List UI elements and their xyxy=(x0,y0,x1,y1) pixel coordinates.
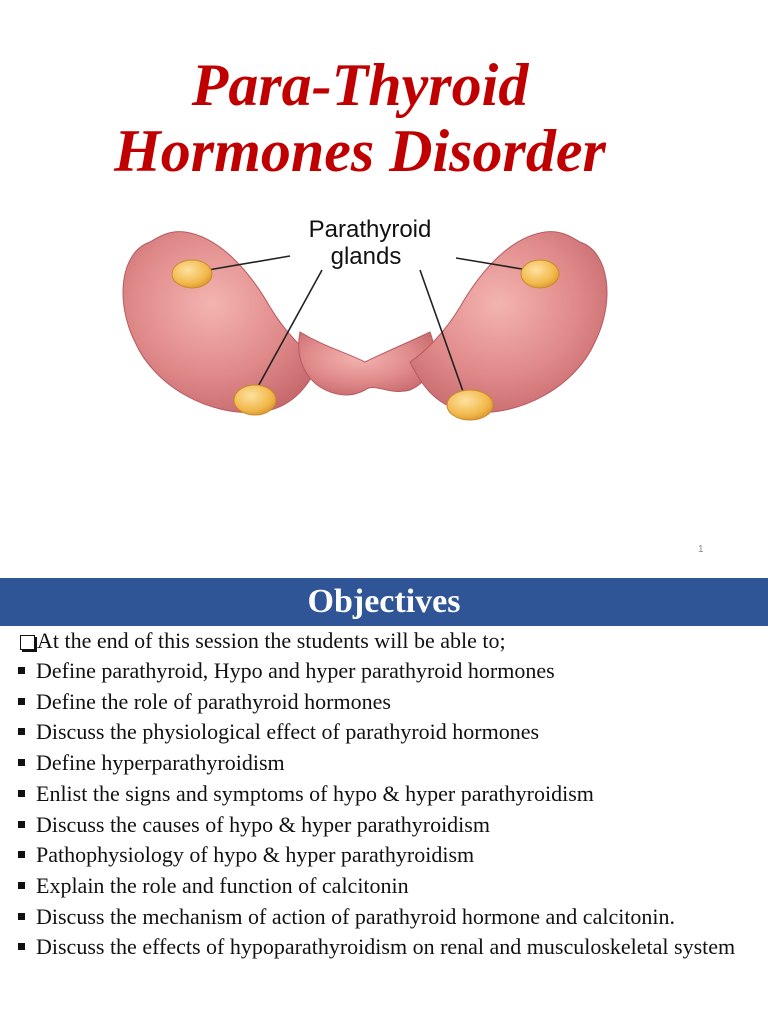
list-item: Define the role of parathyroid hormones xyxy=(18,687,758,718)
thyroid-left-lobe xyxy=(123,232,320,413)
filled-square-bullet-icon xyxy=(18,667,25,674)
page-number: 1 xyxy=(698,544,704,555)
list-item: Discuss the physiological effect of parathyroid hormones xyxy=(18,717,758,748)
filled-square-bullet-icon xyxy=(18,821,25,828)
filled-square-bullet-icon xyxy=(18,759,25,766)
figure-label-line-2: glands xyxy=(330,243,402,270)
figure-label-line-1: Parathyroid xyxy=(308,216,432,243)
list-item: Define hyperparathyroidism xyxy=(18,748,758,779)
filled-square-bullet-icon xyxy=(18,728,25,735)
filled-square-bullet-icon xyxy=(18,882,25,889)
filled-square-bullet-icon xyxy=(18,943,25,950)
objectives-slide xyxy=(0,578,768,1024)
intro-line xyxy=(20,626,760,656)
list-item: Discuss the effects of hypoparathyroidism on renal and musculoskeletal system xyxy=(18,932,758,963)
filled-square-bullet-icon xyxy=(18,790,25,797)
objectives-list xyxy=(18,656,758,963)
parathyroid-illustration xyxy=(110,212,620,432)
list-item: Define parathyroid, Hypo and hyper parathyroid hormones xyxy=(18,656,758,687)
hollow-square-icon xyxy=(20,635,35,650)
title-line-1: Para-Thyroid xyxy=(191,52,529,118)
intro-text: At the end of this session the students will be able to; xyxy=(37,628,506,653)
list-item: Pathophysiology of hypo & hyper parathyroidism xyxy=(18,840,758,871)
gland-lower-right xyxy=(447,390,493,420)
filled-square-bullet-icon xyxy=(18,851,25,858)
gland-upper-right xyxy=(521,260,559,288)
objectives-heading: Objectives xyxy=(0,578,768,626)
filled-square-bullet-icon xyxy=(18,913,25,920)
list-item: Enlist the signs and symptoms of hypo & hyper parathyroidism xyxy=(18,779,758,810)
gland-upper-left xyxy=(172,260,212,288)
list-item: Discuss the mechanism of action of parathyroid hormone and calcitonin. xyxy=(18,902,758,933)
list-item: Explain the role and function of calcitonin xyxy=(18,871,758,902)
slide-title xyxy=(0,52,720,184)
list-item: Discuss the causes of hypo & hyper parathyroidism xyxy=(18,810,758,841)
filled-square-bullet-icon xyxy=(18,698,25,705)
gland-lower-left xyxy=(234,385,276,415)
thyroid-right-lobe xyxy=(410,232,607,413)
title-line-2: Hormones Disorder xyxy=(114,118,606,184)
